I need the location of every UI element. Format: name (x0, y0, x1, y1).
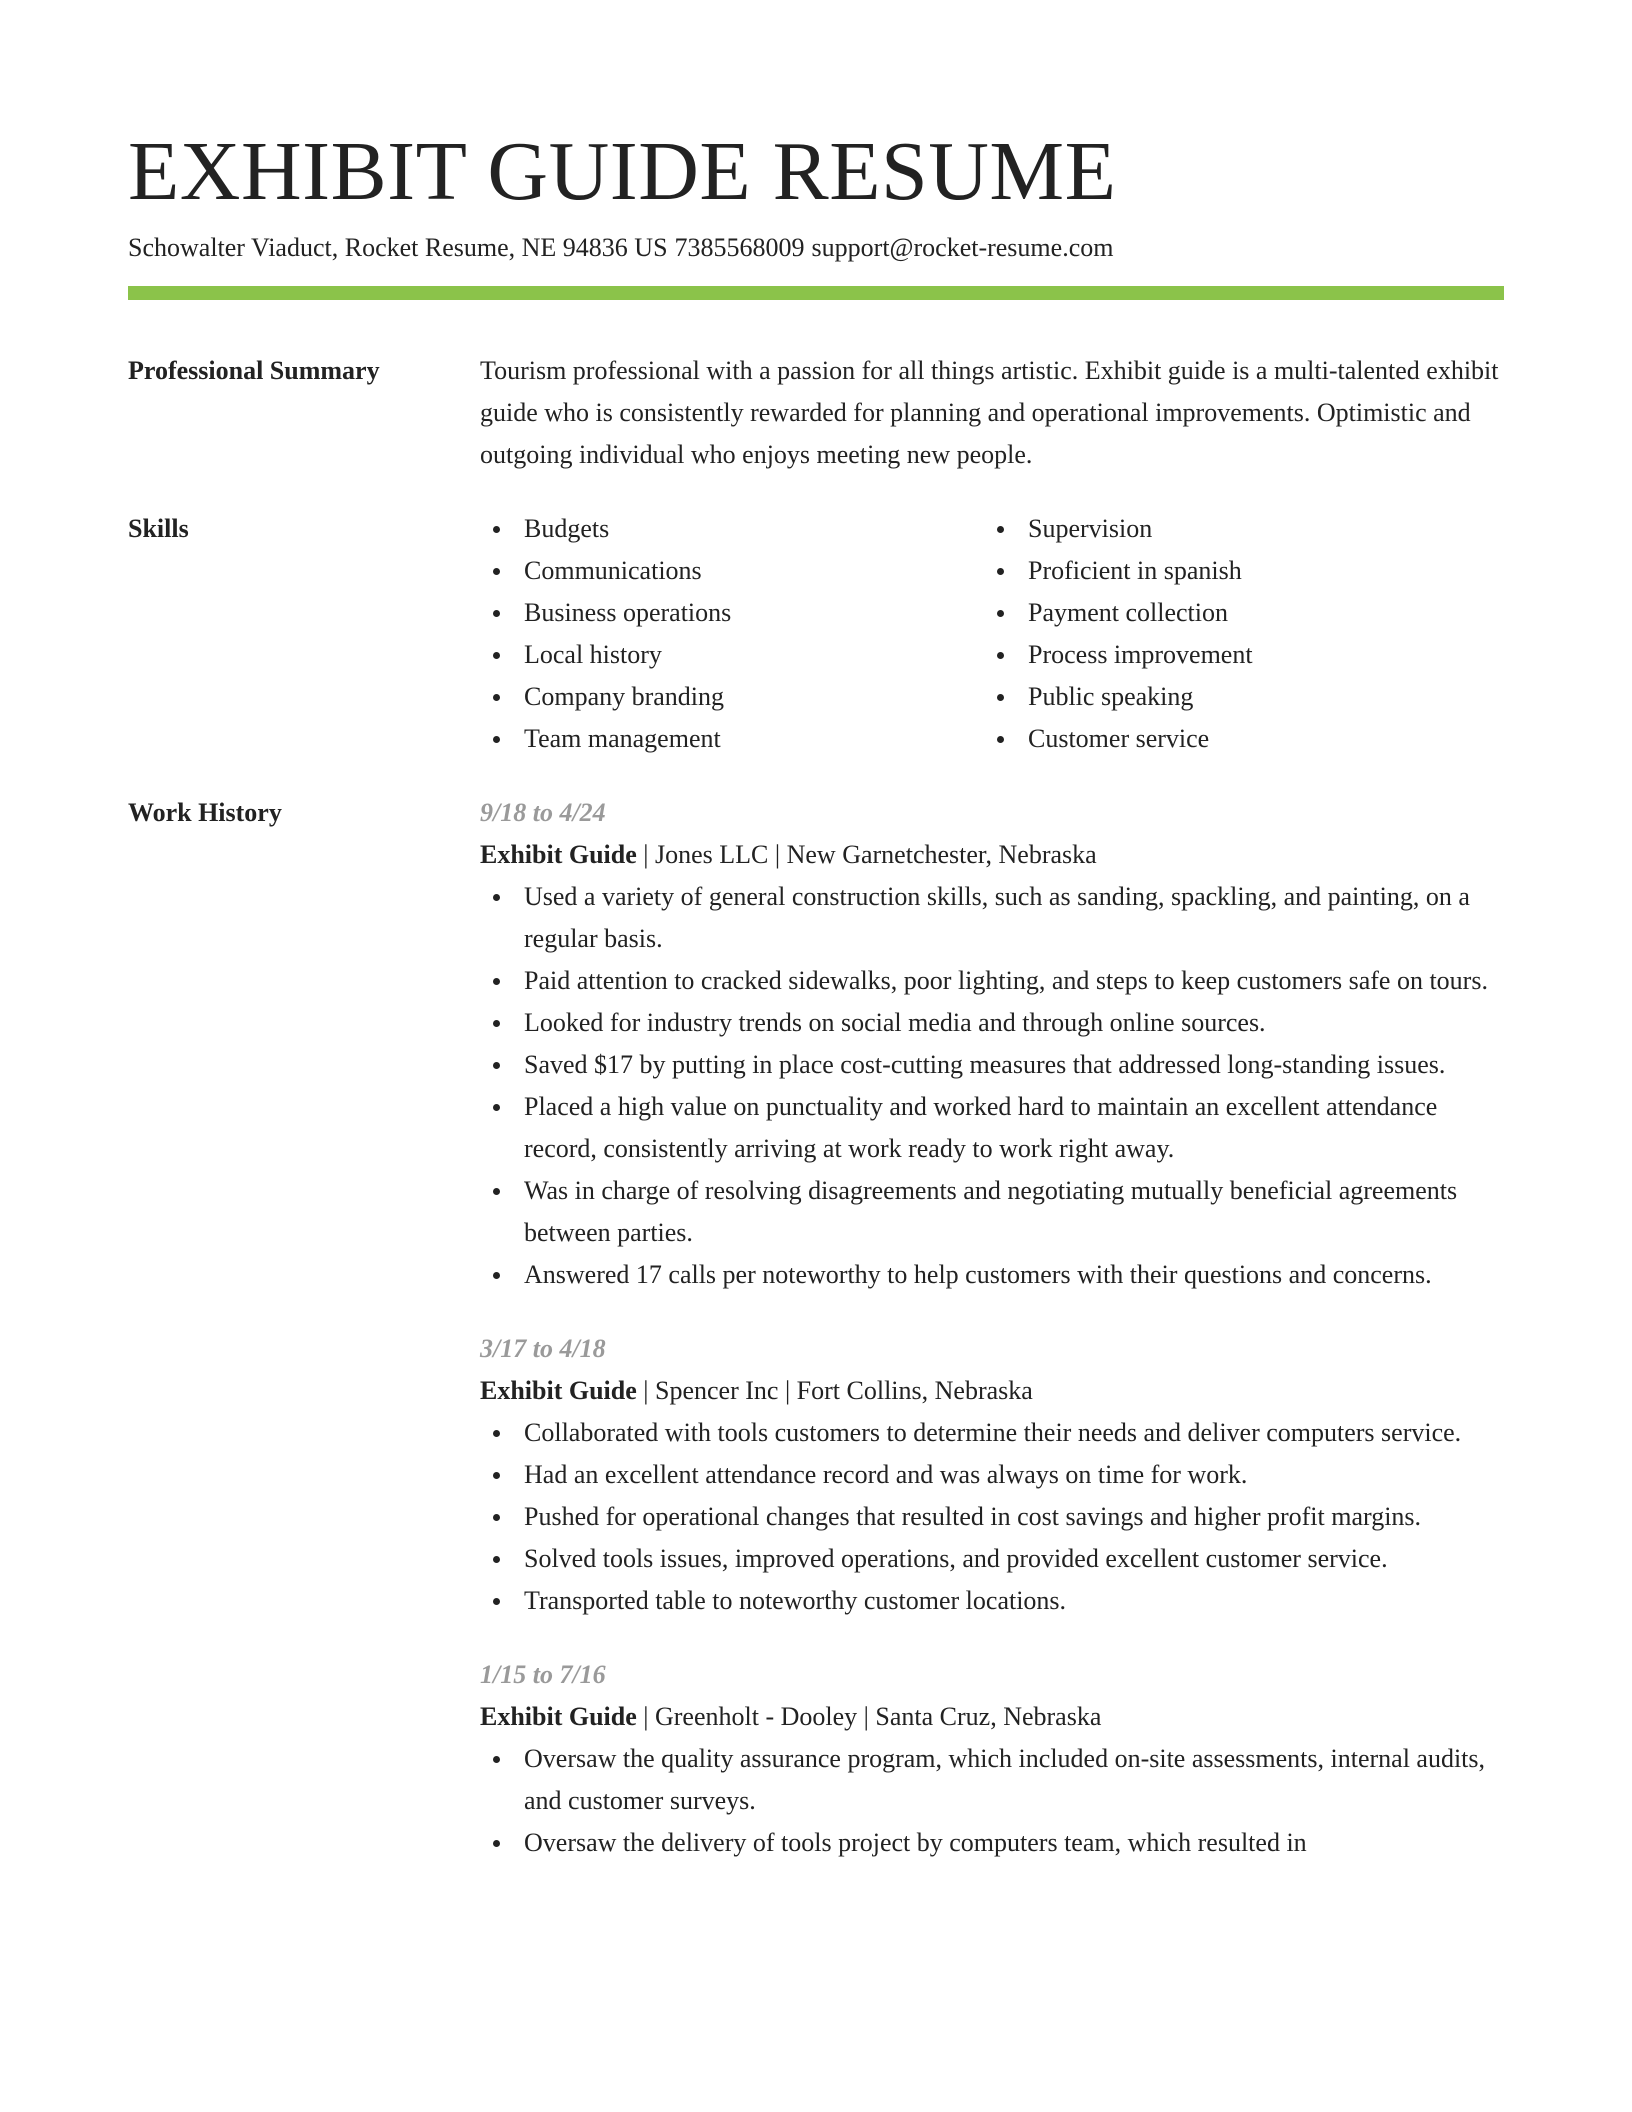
summary-heading: Professional Summary (128, 356, 380, 385)
job-bullet: Placed a high value on punctuality and worked hard to maintain an excellent attendance record, consistently arriving at work ready to work right away. (524, 1086, 1504, 1170)
job-bullet: Saved $17 by putting in place cost-cutting measures that addressed long-standing issues. (524, 1044, 1504, 1086)
job-bullet: Looked for industry trends on social media and through online sources. (524, 1002, 1504, 1044)
job-bullet: Paid attention to cracked sidewalks, poor lighting, and steps to keep customers safe on tours. (524, 960, 1504, 1002)
job-bullet: Pushed for operational changes that resulted in cost savings and higher profit margins. (524, 1496, 1504, 1538)
job-company: Jones LLC (655, 840, 769, 869)
skills-columns (480, 508, 1504, 760)
resume-title: EXHIBIT GUIDE RESUME (128, 125, 1117, 218)
skill-item: Team management (524, 718, 984, 760)
job-bullet: Had an excellent attendance record and was always on time for work. (524, 1454, 1504, 1496)
summary-text: Tourism professional with a passion for all things artistic. Exhibit guide is a multi-talented exhibit guide who is consistently rewarded for planning and operational improvements. Optimistic and outgoing individual who enjoys meeting new people. (480, 356, 1499, 469)
job-heading: Exhibit Guide | Greenholt - Dooley | Santa Cruz, Nebraska (480, 1702, 1102, 1731)
job-location: Santa Cruz, Nebraska (875, 1702, 1102, 1731)
skill-item: Business operations (524, 592, 984, 634)
work-history-heading: Work History (128, 798, 282, 827)
job-bullet-list (480, 1738, 1504, 1864)
job-bullet: Was in charge of resolving disagreements and negotiating mutually beneficial agreements between parties. (524, 1170, 1504, 1254)
skill-item: Budgets (524, 508, 984, 550)
job-location: New Garnetchester, Nebraska (786, 840, 1097, 869)
contact-line (128, 230, 1113, 266)
job-title: Exhibit Guide (480, 1376, 637, 1405)
job-entry (480, 1654, 1504, 1864)
job-location: Fort Collins, Nebraska (796, 1376, 1033, 1405)
job-dates: 1/15 to 7/16 (480, 1660, 606, 1689)
job-bullet-list (480, 1412, 1504, 1622)
summary-body (480, 350, 1504, 476)
skill-item: Supervision (1028, 508, 1488, 550)
job-bullet: Transported table to noteworthy customer locations. (524, 1580, 1504, 1622)
skill-item: Proficient in spanish (1028, 550, 1488, 592)
job-bullet: Used a variety of general construction skills, such as sanding, spackling, and painting, on a regular basis. (524, 876, 1504, 960)
job-entry (480, 792, 1504, 1296)
job-bullet: Collaborated with tools customers to determine their needs and deliver computers service. (524, 1412, 1504, 1454)
job-company: Spencer Inc (655, 1376, 779, 1405)
job-bullet: Answered 17 calls per noteworthy to help customers with their questions and concerns. (524, 1254, 1504, 1296)
contact-address: Schowalter Viaduct, Rocket Resume, NE 94836 US (128, 233, 668, 262)
header-divider (128, 286, 1504, 300)
skills-heading: Skills (128, 514, 189, 543)
job-dates: 9/18 to 4/24 (480, 798, 606, 827)
job-entry (480, 1328, 1504, 1622)
skill-item: Local history (524, 634, 984, 676)
job-heading: Exhibit Guide | Spencer Inc | Fort Collins, Nebraska (480, 1376, 1033, 1405)
skills-column-right (984, 508, 1488, 760)
job-title: Exhibit Guide (480, 840, 637, 869)
contact-email[interactable]: support@rocket-resume.com (811, 233, 1114, 262)
job-title: Exhibit Guide (480, 1702, 637, 1731)
contact-phone: 7385568009 (674, 233, 805, 262)
job-dates: 3/17 to 4/18 (480, 1334, 606, 1363)
job-bullet: Oversaw the delivery of tools project by computers team, which resulted in (524, 1822, 1504, 1864)
skill-item: Payment collection (1028, 592, 1488, 634)
skill-item: Communications (524, 550, 984, 592)
skills-column-left (480, 508, 984, 760)
job-bullet: Solved tools issues, improved operations, and provided excellent customer service. (524, 1538, 1504, 1580)
skill-item: Customer service (1028, 718, 1488, 760)
job-bullet-list (480, 876, 1504, 1296)
skills-body (480, 508, 1504, 760)
skill-item: Process improvement (1028, 634, 1488, 676)
job-bullet: Oversaw the quality assurance program, which included on-site assessments, internal audits, and customer surveys. (524, 1738, 1504, 1822)
work-history-body (480, 792, 1504, 1896)
job-company: Greenholt - Dooley (655, 1702, 858, 1731)
job-heading: Exhibit Guide | Jones LLC | New Garnetchester, Nebraska (480, 840, 1097, 869)
skill-item: Company branding (524, 676, 984, 718)
skill-item: Public speaking (1028, 676, 1488, 718)
